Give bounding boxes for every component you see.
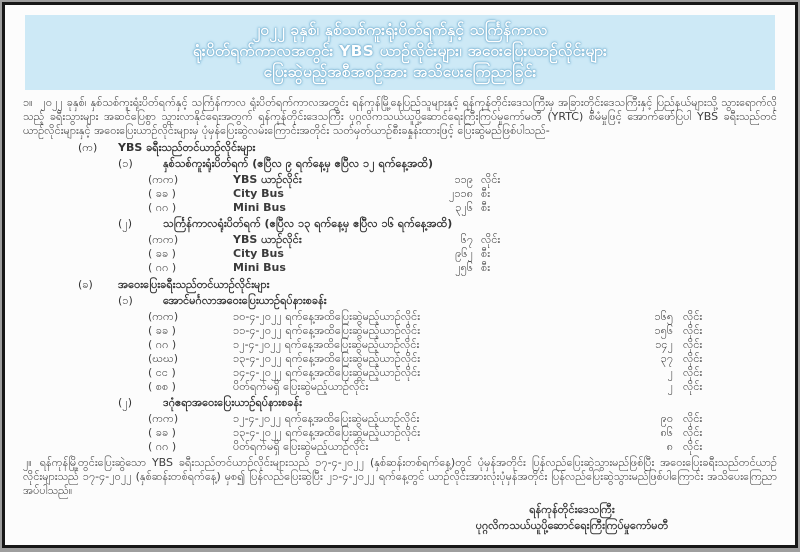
row-unit: လိုင်း	[481, 233, 501, 246]
row-unit: လိုင်း	[683, 440, 703, 453]
row-name: YBS ယာဉ်လိုင်း	[233, 233, 302, 246]
section-ybs-heading	[78, 141, 777, 155]
paragraph-1-number: ၁။	[23, 96, 33, 109]
row-label: ( စစ )	[148, 380, 176, 393]
table-row	[148, 201, 777, 215]
row-label: (ဃဃ)	[148, 352, 179, 365]
section-title: အဝေးပြေးခရီးသည်တင်ယာဉ်လိုင်းများ	[118, 278, 270, 291]
row-name: ၁၀-၄-၂၀၂၂ ရက်နေ့အထိပြေးဆွဲမည့်ယာဉ်လိုင်း	[233, 310, 421, 323]
row-value: ၂	[667, 366, 673, 379]
table-row	[148, 412, 777, 426]
paragraph-2-number: ၂။	[23, 456, 32, 469]
group-title: သင်္ကြန်ကာလရုံးပိတ်ရက် (ဧပြီလ ၁၃ ရက်နေ့မှ ဧပြီလ ၁၆ ရက်နေ့အထိ)	[163, 217, 453, 230]
group-label: (၁)	[118, 157, 133, 170]
row-unit: စီး	[481, 261, 490, 274]
table-row	[148, 233, 777, 247]
row-unit: စီး	[481, 201, 490, 214]
group-title: အောင်မင်္ဂလာအဝေးပြေးယာဉ်ရပ်နားစခန်း	[163, 294, 327, 307]
row-name: City Bus	[233, 187, 284, 200]
notice-frame	[2, 2, 798, 548]
row-name: ၁၂-၄-၂၀၂၂ ရက်နေ့အထိပြေးဆွဲမည့်ယာဉ်လိုင်း	[233, 338, 420, 351]
row-label: ( ငင )	[148, 366, 176, 379]
group-label: (၂)	[118, 217, 132, 230]
row-value: ၃၂၆	[455, 201, 473, 214]
group-aungmingalar-heading	[118, 294, 777, 308]
row-value: ၃၇	[660, 352, 673, 365]
row-name: Mini Bus	[233, 201, 286, 214]
table-row	[148, 426, 777, 440]
row-unit: လိုင်း	[683, 426, 703, 439]
row-value: ၈၆	[660, 426, 673, 439]
table-row	[148, 380, 777, 394]
row-unit: လိုင်း	[683, 310, 703, 323]
row-label: ( ခခ )	[148, 247, 176, 260]
table-row	[148, 173, 777, 187]
row-unit: လိုင်း	[683, 352, 703, 365]
row-unit: လိုင်း	[683, 324, 703, 337]
row-label: ( ခခ )	[148, 426, 176, 439]
row-value: ၆၇	[460, 233, 473, 246]
row-value: ၁၅၆	[654, 324, 673, 337]
notice-header	[25, 15, 775, 90]
row-name: ပိတ်ရက်မရှိ ပြေးဆွဲမည့်ယာဉ်လိုင်း	[233, 440, 369, 453]
row-label: (ကက)	[148, 412, 179, 425]
row-unit: စီး	[481, 187, 490, 200]
signature-line-2: ပုဂ္ဂလိကသယ်ယူပို့ဆောင်ရေးကြီးကြပ်မှုကော်မတီ	[475, 519, 669, 532]
row-value: ၁၁၉	[454, 173, 473, 186]
table-row	[148, 440, 777, 454]
row-label: ( ဂဂ )	[148, 440, 177, 453]
row-label: (ကက)	[148, 173, 179, 186]
row-label: (ကက)	[148, 310, 179, 323]
row-value: ၈	[666, 440, 673, 453]
row-unit: လိုင်း	[683, 366, 703, 379]
table-row	[148, 352, 777, 366]
notice-page	[5, 5, 795, 545]
section-label: (ခ)	[78, 278, 93, 291]
row-unit: လိုင်း	[683, 412, 703, 425]
signature-line-1: ရန်ကုန်တိုင်းဒေသကြီး	[529, 503, 615, 516]
group-dagonayeyar-heading	[118, 396, 777, 410]
row-value: ၉၀	[660, 412, 673, 425]
row-label: ( ခခ )	[148, 324, 176, 337]
row-unit: စီး	[481, 247, 490, 260]
group-newyear-heading	[118, 157, 777, 171]
paragraph-1-text: ၂၀၂၂ ခုနှစ်၊ နှစ်သစ်ကူးရုံးပိတ်ရက်နှင့် သင်္ကြန်ကာလ ရုံးပိတ်ရက်ကာလအတွင်း ရန်ကုန်မြို့နေပြည်သူများနှင့် ရန်ကုန်တိုင်းဒေသကြီးမှ အခြားတိုင်းဒေသကြီးနှင့် ပြည်နယ်များသို့ သွားရောက်လိုသည့် ခရီးသွားများ အဆင်ပြေစွာ သွားလာနိုင်ရေးအတွက် ရန်ကုန်တိုင်းဒေသကြီး ပုဂ္ဂလိကသယ်ယူပို့ဆောင်ရေးကြီးကြပ်မှုကော်မတီ (YRTC) စီမံမှုဖြင့် အောက်ဖော်ပြပါ YBS ခရီးသည်တင်ယာဉ်လိုင်းများနှင့် အဝေးပြေးယာဉ်လိုင်းများမှ ပုံမှန်ပြေးဆွဲလမ်းကြောင်းအတိုင်း သတ်မှတ်ယာဉ်စီးခနှုန်းထားဖြင့် ပြေးဆွဲမည်ဖြစ်ပါသည်-	[23, 96, 777, 137]
group-label: (၁)	[118, 294, 133, 307]
row-label: ( ဂဂ )	[148, 201, 177, 214]
row-value: ၂	[667, 380, 673, 393]
table-row	[148, 338, 777, 352]
group-thingyan-heading	[118, 217, 777, 231]
section-highway-heading	[78, 278, 777, 292]
paragraph-1	[23, 96, 777, 138]
row-unit: လိုင်း	[683, 380, 703, 393]
row-name: ၁၃-၄-၂၀၂၂ ရက်နေ့အထိပြေးဆွဲမည့်ယာဉ်လိုင်း	[233, 352, 421, 365]
section-highway-routes	[23, 278, 777, 454]
row-value: ၂၁၁၈	[448, 187, 473, 200]
section-ybs-routes	[23, 141, 777, 275]
signature-block	[377, 502, 767, 534]
row-name: ၁၄-၄-၂၀၂၂ ရက်နေ့အထိပြေးဆွဲမည့်ယာဉ်လိုင်း	[233, 366, 421, 379]
section-title: YBS ခရီးသည်တင်ယာဉ်လိုင်းများ	[118, 141, 256, 154]
row-name: ၁၁-၄-၂၀၂၂ ရက်နေ့အထိပြေးဆွဲမည့်ယာဉ်လိုင်း	[233, 324, 421, 337]
row-name: ၁၃-၄-၂၀၂၂ ရက်နေ့အထိပြေးဆွဲမည့်ယာဉ်လိုင်း	[233, 426, 421, 439]
table-row	[148, 324, 777, 338]
row-value: ၁၆၅	[654, 310, 673, 323]
row-unit: လိုင်း	[481, 173, 501, 186]
group-label: (၂)	[118, 396, 132, 409]
row-name: ပိတ်ရက်မရှိ ပြေးဆွဲမည့်ယာဉ်လိုင်း	[233, 380, 369, 393]
section-label: (က)	[78, 141, 98, 154]
row-label: ( ဂဂ )	[148, 338, 177, 351]
table-row	[148, 247, 777, 261]
row-value: ၉၆၂	[455, 247, 473, 260]
header-line-3: ပြေးဆွဲမည့်အစီအစဉ်အား အသိပေးကြေညာခြင်း	[263, 63, 537, 81]
row-label: (ကက)	[148, 233, 179, 246]
table-row	[148, 187, 777, 201]
row-label: ( ဂဂ )	[148, 261, 177, 274]
row-value: ၂၅၆	[455, 261, 473, 274]
table-row	[148, 310, 777, 324]
row-label: ( ခခ )	[148, 187, 176, 200]
paragraph-2	[23, 456, 777, 498]
table-row	[148, 366, 777, 380]
row-unit: လိုင်း	[683, 338, 703, 351]
row-name: YBS ယာဉ်လိုင်း	[233, 173, 302, 186]
row-name: ၁၂-၄-၂၀၂၂ ရက်နေ့အထိပြေးဆွဲမည့်ယာဉ်လိုင်း	[233, 412, 420, 425]
row-name: Mini Bus	[233, 261, 286, 274]
group-title: ဒဂုံဧရာအဝေးပြေးယာဉ်ရပ်နားစခန်း	[163, 396, 302, 409]
paragraph-2-text: ရန်ကုန်မြို့တွင်းပြေးဆွဲသော YBS ခရီးသည်တင်ယာဉ်လိုင်းများသည် ၁၇-၄-၂၀၂၂ (နှစ်ဆန်းတစ်ရက်နေ့)တွင် ပုံမှန်အတိုင်း ပြန်လည်ပြေးဆွဲသွားမည်ဖြစ်ပြီး အဝေးပြေးခရီးသည်တင်ယာဉ်လိုင်းများသည် ၁၇-၄-၂၀၂၂ (နှစ်ဆန်းတစ်ရက်နေ့) မှစ၍ ပြန်လည်ပြေးဆွဲပြီး ၂၁-၄-၂၀၂၂ ရက်နေ့တွင် ယာဉ်လိုင်းအားလုံးပုံမှန်အတိုင်း ပြန်လည်ပြေးဆွဲသွားမည်ဖြစ်ပါကြောင်း အသိပေးကြေညာအပ်ပါသည်။	[23, 456, 777, 497]
row-name: City Bus	[233, 247, 284, 260]
group-title: နှစ်သစ်ကူးရုံးပိတ်ရက် (ဧပြီလ ၉ ရက်နေ့မှ ဧပြီလ ၁၂ ရက်နေ့အထိ)	[163, 157, 433, 170]
header-line-2: ရုံးပိတ်ရက်ကာလအတွင်း YBS ယာဉ်လိုင်းများ၊ အဝေးပြေးယာဉ်လိုင်းများ	[192, 42, 608, 60]
row-value: ၁၄၂	[655, 338, 673, 351]
header-line-1: ၂၀၂၂ ခုနှစ်၊ နှစ်သစ်ကူးရုံးပိတ်ရက်နှင့် သင်္ကြန်ကာလ	[252, 21, 548, 39]
table-row	[148, 261, 777, 275]
